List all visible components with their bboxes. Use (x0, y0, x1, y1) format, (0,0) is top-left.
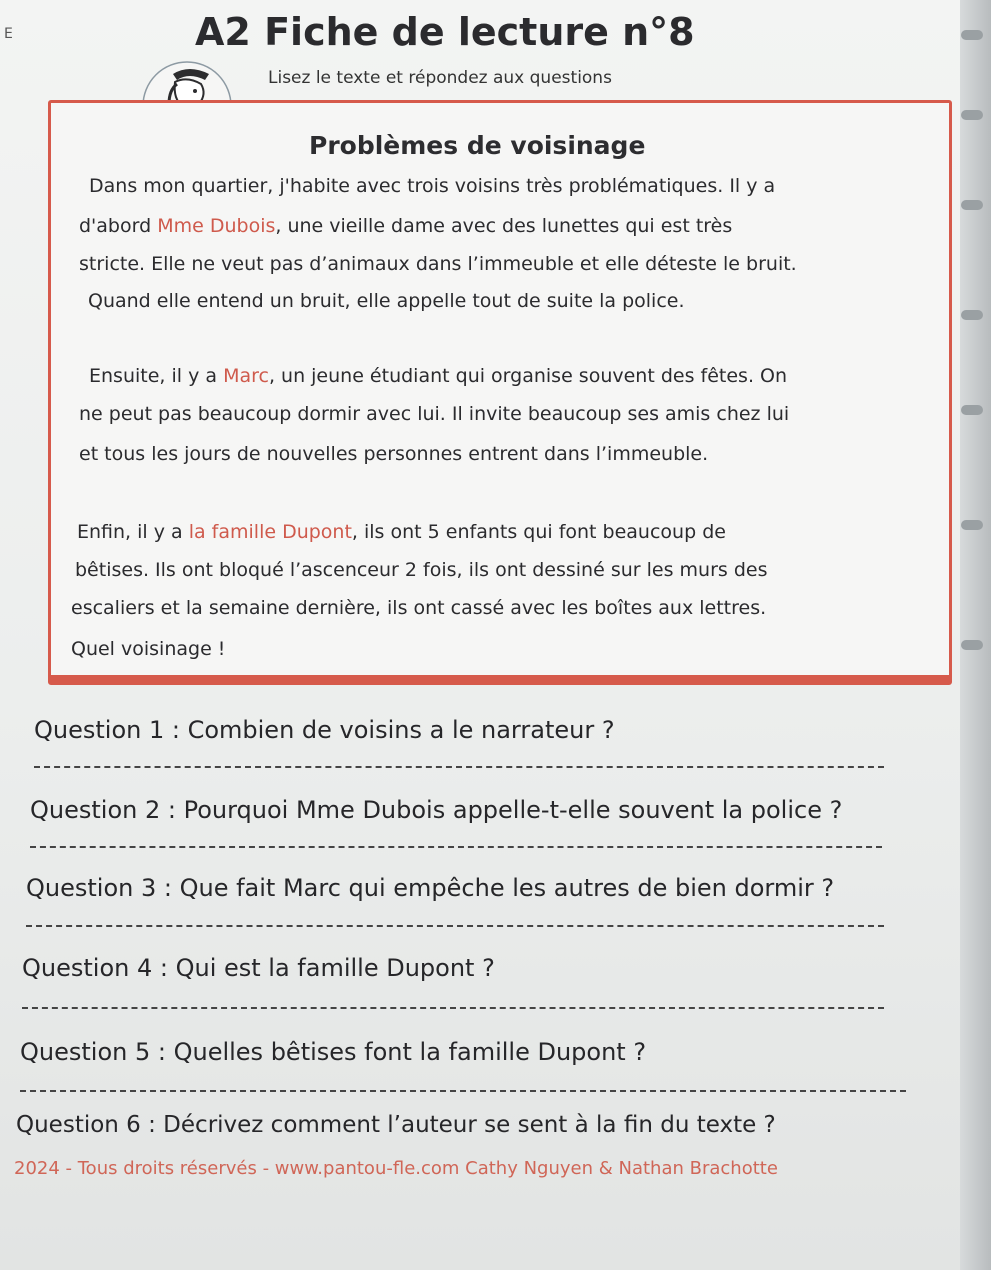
answer-line-1[interactable] (34, 766, 884, 768)
text-line (79, 215, 732, 237)
binder-ring (961, 200, 983, 210)
binder-ring (961, 30, 983, 40)
text-line (89, 365, 787, 387)
binder-ring (961, 520, 983, 530)
answer-line-4[interactable] (22, 1007, 884, 1009)
question-6: Question 6 : Décrivez comment l’auteur se sent à la fin du texte ? (16, 1112, 776, 1138)
text-line: Dans mon quartier, j'habite avec trois voisins très problématiques. Il y a (89, 175, 776, 197)
answer-line-2[interactable] (30, 846, 882, 848)
text-span: , ils ont 5 enfants qui font beaucoup de (351, 521, 726, 543)
reading-title: Problèmes de voisinage (309, 131, 646, 160)
question-5: Question 5 : Quelles bêtises font la famille Dupont ? (20, 1038, 647, 1066)
binder-ring (961, 310, 983, 320)
name-mme-dubois: Mme Dubois (157, 215, 276, 237)
answer-line-3[interactable] (26, 925, 884, 927)
answer-line-5[interactable] (20, 1090, 906, 1092)
text-span: Enfin, il y a (77, 521, 189, 543)
page-title: A2 Fiche de lecture n°8 (195, 10, 695, 54)
text-line: et tous les jours de nouvelles personnes entrent dans l’immeuble. (79, 443, 709, 465)
text-span: Ensuite, il y a (89, 365, 224, 387)
binder-edge (960, 0, 991, 1270)
text-line: bêtises. Ils ont bloqué l’ascenceur 2 fois, ils ont dessiné sur les murs des (75, 559, 768, 581)
binder-ring (961, 110, 983, 120)
name-famille-dupont: la famille Dupont (188, 521, 352, 543)
binder-ring (961, 640, 983, 650)
text-line: ne peut pas beaucoup dormir avec lui. Il invite beaucoup ses amis chez lui (79, 403, 790, 425)
reading-text-box (48, 100, 952, 685)
name-marc: Marc (223, 365, 269, 387)
text-line: Quand elle entend un bruit, elle appelle tout de suite la police. (88, 290, 685, 312)
corner-letter: E (4, 26, 13, 42)
binder-ring (961, 405, 983, 415)
question-4: Question 4 : Qui est la famille Dupont ? (22, 954, 495, 982)
question-2: Question 2 : Pourquoi Mme Dubois appelle-t-elle souvent la police ? (30, 796, 843, 824)
text-span: d'abord (79, 215, 158, 237)
question-3: Question 3 : Que fait Marc qui empêche les autres de bien dormir ? (26, 874, 835, 902)
text-line: escaliers et la semaine dernière, ils ont cassé avec les boîtes aux lettres. (71, 597, 767, 619)
text-line: stricte. Elle ne veut pas d’animaux dans l’immeuble et elle déteste le bruit. (79, 253, 797, 275)
text-line (77, 521, 726, 543)
text-span: , une vieille dame avec des lunettes qui est très (275, 215, 733, 237)
text-line: Quel voisinage ! (71, 638, 226, 660)
question-1: Question 1 : Combien de voisins a le narrateur ? (34, 716, 615, 744)
instructions: Lisez le texte et répondez aux questions (268, 68, 612, 88)
text-span: , un jeune étudiant qui organise souvent des fêtes. On (268, 365, 788, 387)
copyright-footer: 2024 - Tous droits réservés - www.pantou-fle.com Cathy Nguyen & Nathan Brachotte (14, 1158, 778, 1179)
